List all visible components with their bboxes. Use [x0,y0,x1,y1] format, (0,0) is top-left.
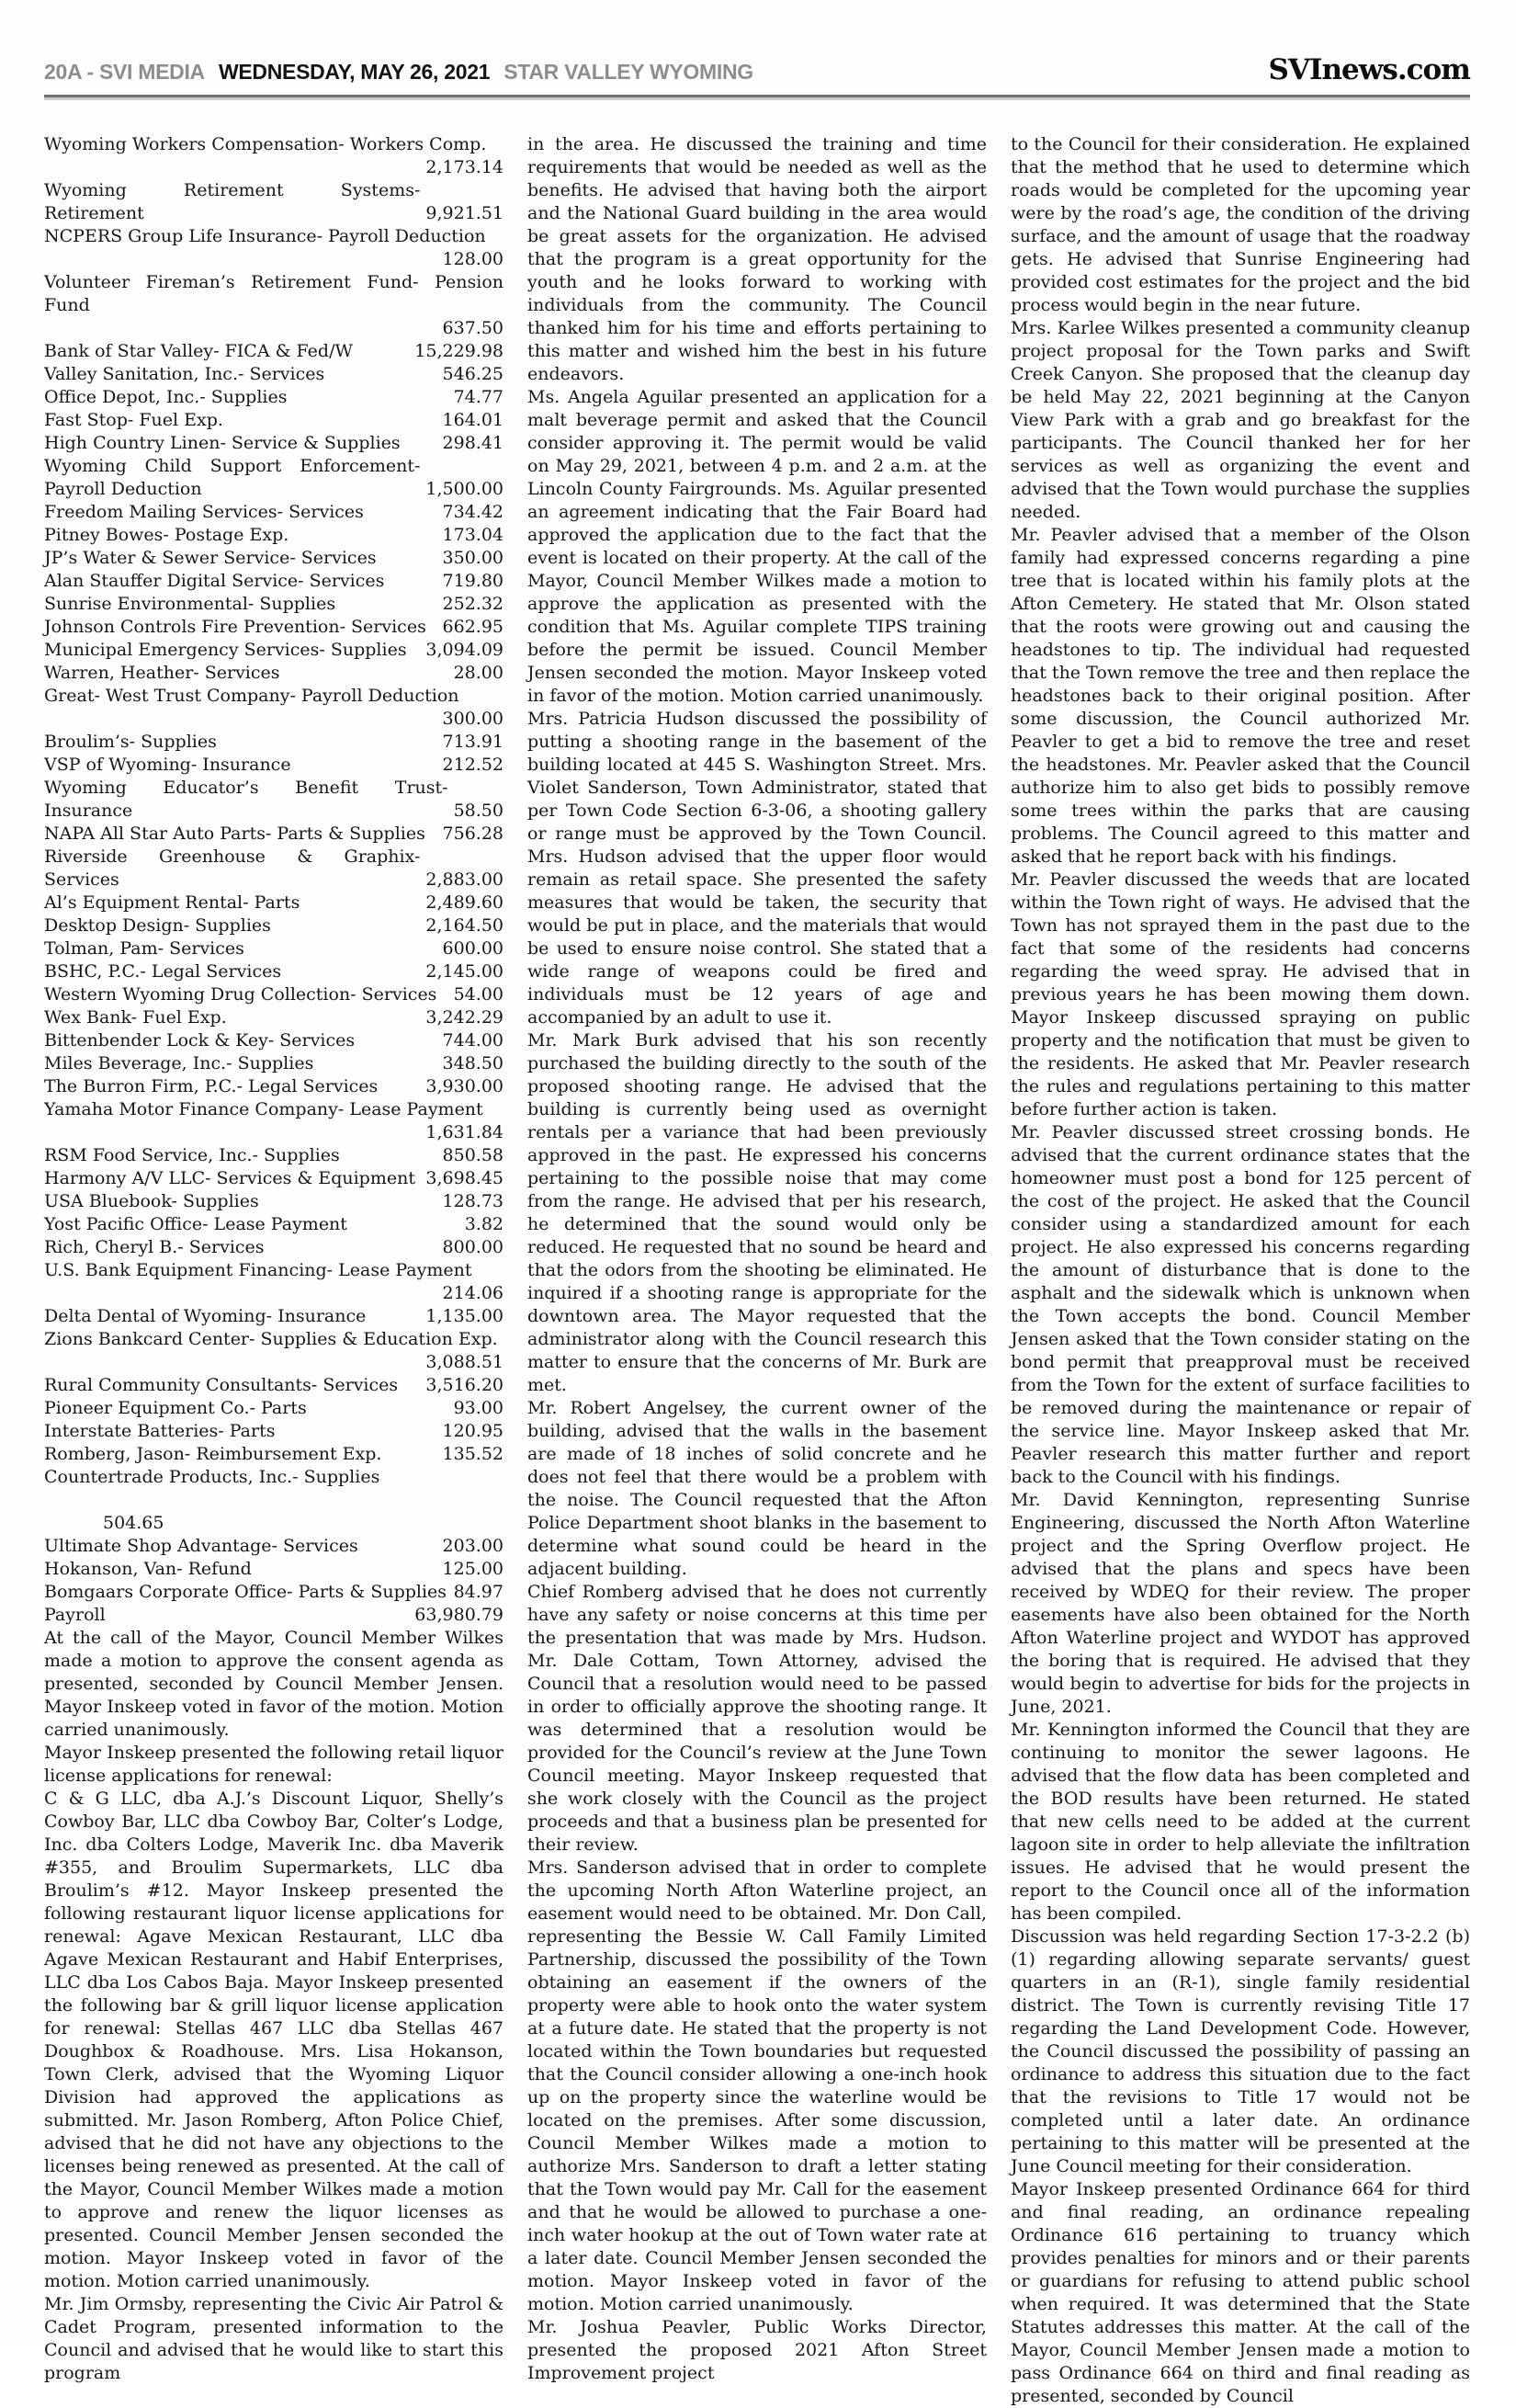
column-3-paragraphs [1011,133,1470,2408]
ledger-row [44,1236,503,1259]
column-2-paragraphs [527,133,987,2385]
ledger-payee: High Country Linen- Service & Supplies [44,433,401,453]
ledger-row [44,271,503,340]
ledger-amount: 662.95 [442,617,503,637]
ledger-payee: Harmony A/V LLC- Services & Equipment [44,1168,415,1188]
ledger-payee: NCPERS Group Life Insurance- Payroll Deduction [44,226,486,246]
ledger-payee: Miles Beverage, Inc.- Supplies [44,1053,314,1073]
ledger-amount: 3,242.29 [425,1007,503,1028]
page-number-label: 20A - SVI MEDIA [44,60,205,84]
ledger-row [44,547,503,570]
ledger-payee: Rich, Cheryl B.- Services [44,1237,265,1257]
ledger-payee: Rural Community Consultants- Services [44,1375,399,1395]
column-2 [527,133,987,2408]
ledger-payee: U.S. Bank Equipment Financing- Lease Payment [44,1260,472,1280]
ledger-amount: 120.95 [442,1421,503,1441]
ledger-amount: 93.00 [453,1398,503,1418]
ledger-row [44,1006,503,1029]
ledger-payee: Wyoming Workers Compensation- Workers Comp. [44,134,487,154]
ledger-amount: 756.28 [442,823,503,844]
ledger-amount: 58.50 [453,801,503,821]
ledger-payee: Yamaha Motor Finance Company- Lease Payment [44,1099,483,1119]
ledger-row [44,777,503,823]
ledger-payee: Sunrise Environmental- Supplies [44,594,336,614]
ledger-row [44,1259,503,1305]
ledger-amount: 2,164.50 [425,915,503,936]
ledger-row [44,1029,503,1052]
ledger-row [44,133,503,179]
ledger-row [44,662,503,685]
ledger-amount: 1,135.00 [425,1306,503,1326]
ledger-amount: 15,229.98 [414,341,503,361]
ledger-payee: Wex Bank- Fuel Exp. [44,1007,227,1028]
ledger-amount: 3,930.00 [425,1076,503,1096]
ledger-amount: 734.42 [442,502,503,522]
ledger-payee: Zions Bankcard Center- Supplies & Education Exp. [44,1329,498,1349]
ledger-payee: Freedom Mailing Services- Services [44,502,364,522]
ledger-amount: 164.01 [442,410,503,430]
body-paragraph: Mr. Robert Angelsey, the current owner of the building, advised that the walls in the basement are made of 18 inches of solid concrete and he does not feel that there would be a problem with the noise. The Council requested that the Afton Police Department shoot blanks in the basement to determine what sound could be heard in the adjacent building. [527,1398,987,1579]
body-paragraph: Mayor Inskeep presented the following retail liquor license applications for renewal: [44,1743,503,1786]
region-label: STAR VALLEY WYOMING [503,60,753,84]
ledger-row [44,1305,503,1328]
ledger-row [44,731,503,754]
ledger-row [44,1374,503,1397]
ledger-amount: 2,883.00 [425,869,503,890]
ledger-amount: 74.77 [453,387,503,407]
ledger-payee: Yost Pacific Office- Lease Payment [44,1214,347,1234]
ledger-payee: Countertrade Products, Inc.- Supplies [44,1467,380,1487]
ledger-amount: 28.00 [453,663,503,683]
ledger-row [44,639,503,662]
ledger-payee: Bittenbender Lock & Key- Services [44,1030,356,1051]
ledger-row [44,914,503,937]
column-3 [1011,133,1470,2408]
ledger-payee: Warren, Heather- Services [44,663,280,683]
ledger-amount: 298.41 [442,433,503,453]
ledger-amount: 135.52 [442,1444,503,1464]
ledger-amount: 54.00 [453,984,503,1005]
ledger-payee: Ultimate Shop Advantage- Services [44,1536,358,1556]
ledger-payee: Fast Stop- Fuel Exp. [44,410,223,430]
ledger-row [44,1397,503,1420]
ledger-amount: 637.50 [442,318,503,338]
expense-ledger [44,133,503,1627]
ledger-amount: 212.52 [442,755,503,775]
ledger-amount: 348.50 [442,1053,503,1073]
ledger-row [44,1075,503,1098]
ledger-row [44,937,503,960]
ledger-payee: Johnson Controls Fire Prevention- Services [44,617,426,637]
ledger-row [44,1213,503,1236]
ledger-row [44,1535,503,1558]
body-paragraph: Mr. Peavler advised that a member of the Olson family had expressed concerns regarding a pine tree that is located within his family plots at the Afton Cemetery. He stated that Mr. Olson stated that the roots were growing out and causing the headstones to tip. The individual had requested that the Town remove the tree and then replace the headstones back to their original position. After some discussion, the Council authorized Mr. Peavler to get a bid to remove the tree and reset the headstones. Mr. Peavler asked that the Council authorize him to also get bids to possibly remove some trees within the parks that are causing problems. The Council agreed to this matter and asked that he report back with his findings. [1011,525,1470,867]
ledger-amount: 173.04 [442,525,503,545]
ledger-payee: Wyoming Educator’s Benefit Trust- Insurance [44,778,448,821]
ledger-row [44,892,503,914]
ledger-row [44,1466,503,1489]
page-header [44,53,1470,86]
ledger-row [44,593,503,616]
body-paragraph: Mrs. Sanderson advised that in order to complete the upcoming North Afton Waterline project, an easement would need to be obtained. Mr. Don Call, representing the Bessie W. Call Family Limited Partnership, discussed the possibility of the Town obtaining an easement if the owners of the property were able to hook onto the water system at a future date. He stated that the property is not located within the Town boundaries but requested that the Council consider allowing a one-inch hook up on the property since the waterline would be located on the premises. After some discussion, Council Member Wilkes made a motion to authorize Mrs. Sanderson to draft a letter stating that the Town would pay Mr. Call for the easement and that he would be allowed to purchase a one-inch water hookup at the out of Town water rate at a later date. Council Member Jensen seconded the motion. Mayor Inskeep voted in favor of the motion. Motion carried unanimously. [527,1857,987,2314]
ledger-amount: 600.00 [442,938,503,959]
ledger-amount: 850.58 [442,1145,503,1165]
ledger-row [44,340,503,363]
ledger-row [44,616,503,639]
ledger-row [44,1144,503,1167]
ledger-amount: 3.82 [464,1214,503,1234]
ledger-payee: Pioneer Equipment Co.- Parts [44,1398,307,1418]
ledger-row [44,1558,503,1581]
ledger-amount: 3,698.45 [425,1168,503,1188]
ledger-row [44,1328,503,1374]
ledger-payee: Wyoming Child Support Enforcement- Payroll Deduction [44,456,421,499]
body-paragraph: Discussion was held regarding Section 17-3-2.2 (b)(1) regarding allowing separate servants/ guest quarters in an (R-1), single family residential district. The Town is currently revising Title 17 regarding the Land Development Code. However, the Council discussed the possibility of passing an ordinance to address this situation due to the fact that the revisions to Title 17 would not be completed until a later date. An ordinance pertaining to this matter will be presented at the June Council meeting for their consideration. [1011,1926,1470,2176]
issue-date: WEDNESDAY, MAY 26, 2021 [218,60,491,84]
ledger-amount: 800.00 [442,1237,503,1257]
ledger-payee: The Burron Firm, P.C.- Legal Services [44,1076,379,1096]
ledger-amount: 719.80 [442,571,503,591]
ledger-amount: 1,631.84 [425,1122,503,1142]
body-paragraph: Mrs. Patricia Hudson discussed the possibility of putting a shooting range in the basement of the building located at 445 S. Washington Street. Mrs. Violet Sanderson, Town Administrator, stated that per Town Code Section 6-3-06, a shooting gallery or range must be approved by the Town Council. Mrs. Hudson advised that the upper floor would remain as retail space. She presented the safety measures that would be taken, the security that would be put in place, and the materials that would be used to ensure noise control. She stated that a wide range of weapons could be fired and individuals must be 12 years of age and accompanied by an adult to use it. [527,709,987,1028]
ledger-amount: 350.00 [442,548,503,568]
body-paragraph: C & G LLC, dba A.J.’s Discount Liquor, Shelly’s Cowboy Bar, LLC dba Cowboy Bar, Colter’s Lodge, Inc. dba Colters Lodge, Maverik Inc. dba Maverik #355, and Broulim Supermarkets, LLC dba Broulim’s #12. Mayor Inskeep presented the following restaurant liquor license applications for renewal: Agave Mexican Restaurant, LLC dba Agave Mexican Restaurant and Habif Enterprises, LLC dba Los Cabos Baja. Mayor Inskeep presented the following bar & grill liquor license application for renewal: Stellas 467 LLC dba Stellas 467 Doughbox & Roadhouse. Mrs. Lisa Hokanson, Town Clerk, advised that the Wyoming Liquor Division had approved the applications as submitted. Mr. Jason Romberg, Afton Police Chief, advised that he did not have any objections to the licenses being renewed as presented. At the call of the Mayor, Council Member Wilkes made a motion to approve and renew the liquor licenses as presented. Council Member Jensen seconded the motion. Mayor Inskeep voted in favor of the motion. Motion carried unanimously. [44,1789,503,2291]
ledger-amount: 203.00 [442,1536,503,1556]
ledger-payee: USA Bluebook- Supplies [44,1191,259,1211]
ledger-payee: Riverside Greenhouse & Graphix- Services [44,846,421,890]
ledger-payee: Hokanson, Van- Refund [44,1559,252,1579]
header-rule [44,95,1470,100]
ledger-amount: 3,088.51 [425,1352,503,1372]
body-paragraph: Mr. David Kennington, representing Sunrise Engineering, discussed the North Afton Waterline project and the Spring Overflow project. He advised that the plans and specs have been received by WDEQ for their review. The proper easements have also been obtained for the North Afton Waterline project and WYDOT has approved the boring that is required. He advised that they would begin to advertise for bids for the projects in June, 2021. [1011,1490,1470,1717]
ledger-amount: 744.00 [442,1030,503,1051]
body-paragraph: Mr. Peavler discussed the weeds that are located within the Town right of ways. He advised that the Town has not sprayed them in the past due to the fact that some of the residents had concerns regarding the weed spray. He advised that in previous years he has been mowing them down. Mayor Inskeep discussed spraying on public property and the notification that must be given to the residents. He asked that Mr. Peavler research the rules and regulations pertaining to this matter before further action is taken. [1011,869,1470,1119]
ledger-amount: 300.00 [442,709,503,729]
ledger-payee: VSP of Wyoming- Insurance [44,755,291,775]
ledger-payee: Wyoming Retirement Systems- Retirement [44,180,421,223]
ledger-row [44,179,503,225]
ledger-payee: Interstate Batteries- Parts [44,1421,276,1441]
ledger-row [44,960,503,983]
ledger-row [44,1420,503,1443]
ledger-amount: 128.00 [442,249,503,269]
ledger-payee: RSM Food Service, Inc.- Supplies [44,1145,340,1165]
ledger-amount: 1,500.00 [425,479,503,499]
ledger-payee: Bomgaars Corporate Office- Parts & Supplies [44,1582,447,1602]
ledger-row [44,501,503,524]
ledger-amount: 9,921.51 [425,203,503,223]
ledger-row [44,1052,503,1075]
ledger-row [44,570,503,593]
ledger-row [44,386,503,409]
ledger-row [44,363,503,386]
ledger-amount: 84.97 [453,1582,503,1602]
ledger-payee: JP’s Water & Sewer Service- Services [44,548,377,568]
ledger-payee: Desktop Design- Supplies [44,915,271,936]
body-paragraph: in the area. He discussed the training and time requirements that would be needed as well as the benefits. He advised that having both the airport and the National Guard building in the area would be great assets for the organization. He advised that the program is a great opportunity for the youth and he looks forward to working with individuals from the community. The Council thanked him for his time and efforts pertaining to this matter and wished him the best in his future endeavors. [527,134,987,384]
ledger-payee: Valley Sanitation, Inc.- Services [44,364,325,384]
body-paragraph: Mr. Mark Burk advised that his son recently purchased the building directly to the south of the proposed shooting range. He advised that the building is currently being used as overnight rentals per a variance that had been previously approved in the past. He expressed his concerns pertaining to the possible noise that may come from the range. He advised that per his research, he determined that the sound would only be reduced. He requested that no sound be heard and that the odors from the shooting be eliminated. He inquired if a shooting range is appropriate for the downtown area. The Mayor requested that the administrator along with the Council research this matter to ensure that the concerns of Mr. Burk are met. [527,1030,987,1395]
ledger-payee: Pitney Bowes- Postage Exp. [44,525,289,545]
body-paragraph: to the Council for their consideration. He explained that the method that he used to determine which roads would be completed for the upcoming year were by the road’s age, the condition of the driving surface, and the amount of usage that the roadway gets. He advised that Sunrise Engineering had provided cost estimates for the project and the bid process would begin in the near future. [1011,134,1470,315]
ledger-payee: BSHC, P.C.- Legal Services [44,961,282,982]
ledger-payee: Alan Stauffer Digital Service- Services [44,571,385,591]
header-left [44,60,762,85]
column-1-paragraphs [44,1627,503,2385]
ledger-amount: 2,173.14 [425,157,503,177]
ledger-amount: 3,094.09 [425,640,503,660]
ledger-row [44,1443,503,1466]
body-paragraph: Mr. Joshua Peavler, Public Works Director, presented the proposed 2021 Afton Street Improvement project [527,2317,987,2383]
body-paragraph: Mayor Inskeep presented Ordinance 664 for third and final reading, an ordinance repealing Ordinance 616 pertaining to truancy which provides penalties for minors and or their parents or guardians for refusing to attend public school when required. It was determined that the State Statutes addresses this matter. At the call of the Mayor, Council Member Jensen made a motion to pass Ordinance 664 on third and final reading as presented, seconded by Council [1011,2179,1470,2406]
ledger-payee: Broulim’s- Supplies [44,732,217,752]
site-logo: SVInews.com [1268,53,1470,86]
ledger-row [44,754,503,777]
ledger-amount: 2,145.00 [425,961,503,982]
ledger-row [44,409,503,432]
ledger-payee: Tolman, Pam- Services [44,938,244,959]
ledger-row [44,1604,503,1627]
ledger-payee: Payroll [44,1605,106,1625]
ledger-amount: 2,489.60 [425,892,503,913]
ledger-amount: 63,980.79 [414,1605,503,1625]
ledger-row [44,432,503,455]
ledger-row [44,1581,503,1604]
ledger-row [44,1190,503,1213]
body-paragraph: Mrs. Karlee Wilkes presented a community cleanup project proposal for the Town parks and Swift Creek Canyon. She proposed that the cleanup day be held May 22, 2021 beginning at the Canyon View Park with a grab and go breakfast for the participants. The Council thanked her for her services as well as organizing the event and advised that the Town would purchase the supplies needed. [1011,318,1470,522]
ledger-amount: 128.73 [442,1191,503,1211]
ledger-payee: Al’s Equipment Rental- Parts [44,892,300,913]
ledger-row [44,983,503,1006]
ledger-payee: Delta Dental of Wyoming- Insurance [44,1306,367,1326]
article-columns [44,133,1470,2408]
ledger-payee: Bank of Star Valley- FICA & Fed/W [44,341,354,361]
ledger-row [44,455,503,501]
body-paragraph: Ms. Angela Aguilar presented an application for a malt beverage permit and asked that the Council consider approving it. The permit would be valid on May 29, 2021, between 4 p.m. and 2 a.m. at the Lincoln County Fairgrounds. Ms. Aguilar presented an agreement indicating that the Fair Board had approved the application due to the fact that the event is located on their property. At the call of the Mayor, Council Member Wilkes made a motion to approve the application as presented with the condition that Ms. Aguilar complete TIPS training before the permit be issued. Council Member Jensen seconded the motion. Mayor Inskeep voted in favor of the motion. Motion carried unanimously. [527,387,987,706]
ledger-amount: 713.91 [442,732,503,752]
body-paragraph: Mr. Peavler discussed street crossing bonds. He advised that the current ordinance states that the homeowner must post a bond for 125 percent of the cost of the project. He asked that the Council consider using a standardized amount for each project. He also expressed his concerns regarding the amount of disturbance that is done to the asphalt and the sidewalk which is unknown when the Town accepts the bond. Council Member Jensen asked that the Town consider stating on the bond permit that preapproval must be received from the Town for the extent of surface facilities to be removed during the maintenance or repair of the service line. Mayor Inskeep asked that Mr. Peavler research this matter further and report back to the Council with his findings. [1011,1122,1470,1487]
body-paragraph: Mr. Jim Ormsby, representing the Civic Air Patrol & Cadet Program, presented information to the Council and advised that he would like to start this program [44,2294,503,2383]
ledger-orphan-amount: 504.65 [103,1513,164,1533]
ledger-amount: 3,516.20 [425,1375,503,1395]
body-paragraph: Chief Romberg advised that he does not currently have any safety or noise concerns at this time per the presentation that was made by Mrs. Hudson. Mr. Dale Cottam, Town Attorney, advised the Council that a resolution would need to be passed in order to officially approve the shooting range. It was determined that a resolution would be provided for the Council’s review at the June Town Council meeting. Mayor Inskeep requested that she work closely with the Council as the project proceeds and that a business plan be presented for their review. [527,1582,987,1855]
ledger-row [44,1098,503,1144]
body-paragraph: At the call of the Mayor, Council Member Wilkes made a motion to approve the consent agenda as presented, seconded by Council Member Jensen. Mayor Inskeep voted in favor of the motion. Motion carried unanimously. [44,1628,503,1740]
ledger-amount: 546.25 [442,364,503,384]
ledger-row [44,225,503,271]
ledger-row [44,1167,503,1190]
ledger-payee: NAPA All Star Auto Parts- Parts & Supplies [44,823,425,844]
ledger-amount: 125.00 [442,1559,503,1579]
ledger-row [44,823,503,846]
ledger-payee: Romberg, Jason- Reimbursement Exp. [44,1444,382,1464]
ledger-payee: Western Wyoming Drug Collection- Services [44,984,437,1005]
column-1 [44,133,503,2408]
ledger-row [44,685,503,731]
ledger-amount: 214.06 [442,1283,503,1303]
ledger-row [44,846,503,892]
body-paragraph: Mr. Kennington informed the Council that they are continuing to monitor the sewer lagoons. He advised that the flow data has been completed and the BOD results have been returned. He stated that new cells need to be added at the current lagoon site in order to help alleviate the infiltration issues. He advised that he would present the report to the Council once all of the information has been compiled. [1011,1720,1470,1924]
ledger-payee: Municipal Emergency Services- Supplies [44,640,407,660]
ledger-payee: Great- West Trust Company- Payroll Deduction [44,686,459,706]
ledger-payee: Office Depot, Inc.- Supplies [44,387,288,407]
ledger-row [44,524,503,547]
ledger-payee: Volunteer Fireman’s Retirement Fund- Pension Fund [44,272,503,315]
ledger-amount: 252.32 [442,594,503,614]
